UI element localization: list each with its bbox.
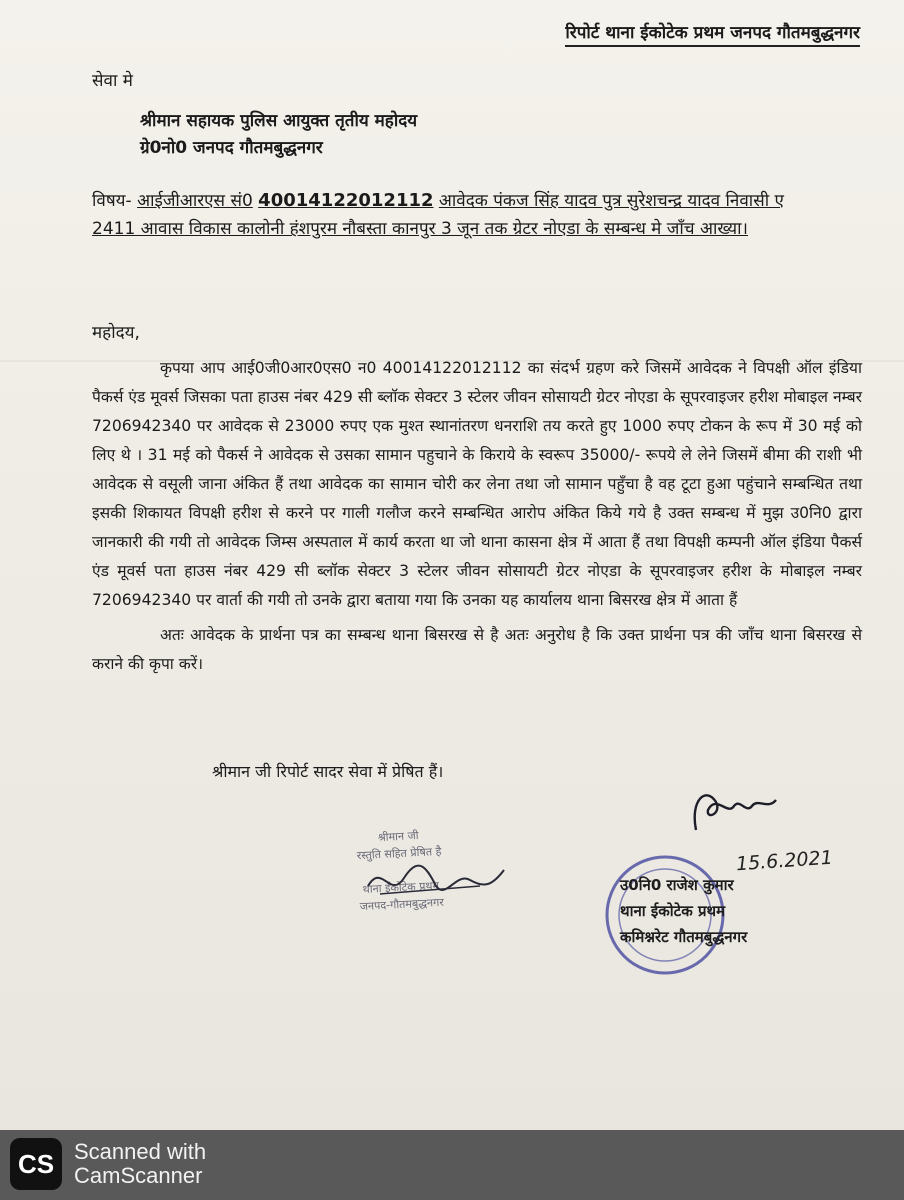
camscanner-watermark bbox=[10, 1138, 206, 1190]
stamp-line-2: रस्तुति सहित प्रेषित है bbox=[356, 844, 442, 863]
officer-line-3: कमिश्नरेट गौतमबुद्धनगर bbox=[620, 928, 748, 946]
watermark-line-2: CamScanner bbox=[74, 1163, 203, 1188]
stamp-line-1: श्रीमान जी bbox=[377, 828, 419, 845]
greeting: महोदय, bbox=[92, 323, 140, 343]
subject-text-1: आईजीआरएस सं0 bbox=[137, 191, 253, 211]
stamp-line-3: थाना ईकोटेक प्रथम bbox=[362, 878, 440, 896]
body-paragraph-2: अतः आवेदक के प्रार्थना पत्र का सम्बन्ध थाना बिसरख से है अतः अनुरोध है कि उक्त प्रार्थना पत्र की जाँच थाना बिसरख से कराने की कृपा करें। bbox=[92, 626, 862, 673]
date-right: 15.6.2021 bbox=[735, 846, 834, 876]
signature-right bbox=[676, 780, 786, 850]
subject-number: 40014122012112 bbox=[258, 190, 434, 211]
stamp-line-4: जनपद-गौतमबुद्धनगर bbox=[359, 895, 445, 914]
addressee-line-1: श्रीमान सहायक पुलिस आयुक्त तृतीय महोदय bbox=[140, 111, 418, 131]
watermark-text bbox=[74, 1140, 206, 1188]
officer-block bbox=[620, 872, 747, 950]
subject-block bbox=[92, 187, 822, 243]
closing-line: श्रीमान जी रिपोर्ट सादर सेवा में प्रेषित हैं। bbox=[212, 762, 444, 781]
letter-body bbox=[92, 354, 862, 679]
addressee-block bbox=[140, 108, 417, 162]
signature-left bbox=[360, 856, 510, 906]
subject-prefix: विषय- bbox=[92, 191, 132, 211]
watermark-line-1: Scanned with bbox=[74, 1139, 207, 1164]
body-paragraph-1: कृपया आप आई0जी0आर0एस0 न0 40014122012112 का संदर्भ ग्रहण करे जिसमें आवेदक ने विपक्षी ऑल इंडिया पैकर्स एंड मूवर्स जिसका पता हाउस नंबर 429 सी ब्लॉक सेक्टर 3 स्टेलर जीवन सोसायटी ग्रेटर नोएडा के सूपरवाइजर हरीश मोबाइल नम्बर 7206942340 पर आवेदक से 23000 रुपए एक मुश्त स्थानांतरण धनराशि तय करते हुए 1000 रुपए टोकन के रूप में 30 मई को लिए थे । 31 मई को पैकर्स ने आवेदक से उसका सामान पहुचाने के किराये के स्वरूप 35000/- रूपये ले लेने जिसमें बीमा की राशी भी आवेदक से वसूली जाना अंकित हैं तथा आवेदक का सामान चोरी कर लेना तथा जो सामान पहुँचा है वह टूटा हुआ पहुंचाने सम्बन्धित तथा इसकी शिकायत विपक्षी हरीश से करने पर गाली गलौज करने सम्बन्धित आरोप अंकित किये गये है उक्त सम्बन्ध में मुझ उ0नि0 द्वारा जानकारी की गयी तो आवेदक जिम्स अस्पताल में कार्य करता था जो थाना कासना क्षेत्र में आता हैं तथा विपक्षी कम्पनी ऑल इंडिया पैकर्स एंड मूवर्स पता हाउस नंबर 429 सी ब्लॉक सेक्टर 3 स्टेलर जीवन सोसायटी ग्रेटर नोएडा के सूपरवाइजर हरीश के मोबाइल नम्बर 7206942340 पर वार्ता की गयी तो उनके द्वारा बताया गया कि उनका यह कार्यालय थाना बिसरख क्षेत्र में आता हैं bbox=[92, 359, 862, 609]
report-header: रिपोर्ट थाना ईकोटेक प्रथम जनपद गौतमबुद्धनगर bbox=[565, 20, 860, 47]
officer-line-1: उ0नि0 राजेश कुमार bbox=[620, 876, 734, 894]
addressee-line-2: ग्रे0नो0 जनपद गौतमबुद्धनगर bbox=[140, 138, 323, 158]
officer-line-2: थाना ईकोटेक प्रथम bbox=[620, 902, 726, 920]
subject-text-2: आवेदक पंकज सिंह यादव पुत्र सुरेशचन्द्र यादव निवासी ए 2411 आवास विकास कालोनी हंशपुरम नौबस्ता कानपुर 3 जून तक ग्रेटर नोएडा के सम्बन्ध मे जाँच आख्या। bbox=[92, 191, 784, 239]
salutation-to: सेवा मे bbox=[92, 71, 133, 91]
camscanner-logo-icon: CS bbox=[10, 1138, 62, 1190]
